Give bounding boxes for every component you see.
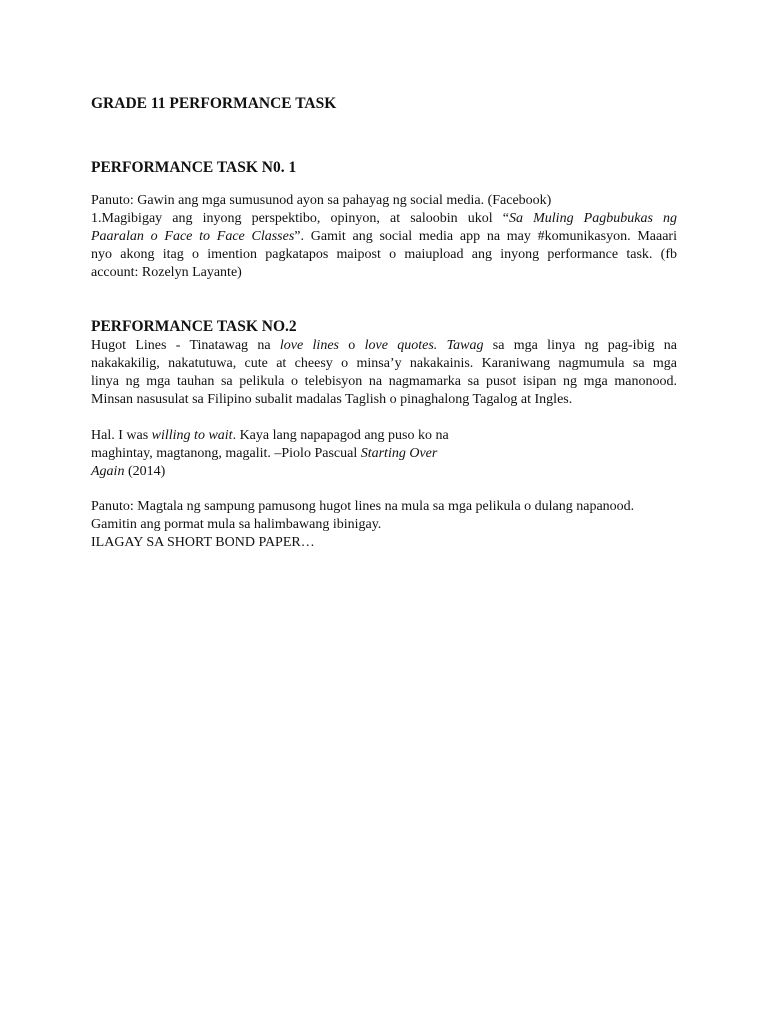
task2-def-line4: Minsan nasusulat sa Filipino subalit madalas Taglish o pinaghalong Tagalog at Ingles. — [91, 392, 573, 407]
task2-example — [91, 427, 471, 481]
task2-example-lead: Hal. I was — [91, 428, 152, 443]
task2-example-film-b: Again — [91, 464, 125, 479]
task1-item1-text-a: 1.Magibigay ang inyong perspektibo, opinyon, at saloobin ukol “ — [91, 211, 510, 226]
task2-note: ILAGAY SA SHORT BOND PAPER… — [91, 535, 315, 550]
task1-item1 — [91, 210, 677, 282]
task1-item1-line2 — [91, 228, 677, 246]
document-title: GRADE 11 PERFORMANCE TASK — [91, 95, 337, 112]
task2-example-line1 — [91, 427, 471, 445]
task2-definition — [91, 337, 677, 409]
task1-item1-text-b: ”. Gamit ang social media app na may #komunikasyon. Maaari — [294, 229, 677, 244]
task2-example-line3 — [91, 463, 471, 481]
task2-example-quote-italic: willing to wait — [151, 428, 233, 443]
task1-item1-line4: account: Rozelyn Layante) — [91, 265, 242, 280]
task2-instruction-line2: Gamitin ang pormat mula sa halimbawang ibinigay. — [91, 517, 382, 532]
task2-def-line3: linya ng mga tauhan sa pelikula o telebisyon na nagmamarka sa pusot isipan ng mga manonood. — [91, 374, 677, 389]
task2-def-line2: nakakakilig, nakatutuwa, cute at cheesy o minsa’y nakakainis. Karaniwang nagmumula sa mga — [91, 356, 677, 371]
task1-item1-line3: nyo akong itag o imention pagkatapos maipost o maiupload ang inyong performance task. (fb — [91, 247, 677, 262]
task1-item1-topic-a: Sa Muling Pagbubukas ng — [509, 211, 678, 226]
task1-instruction-text: Panuto: Gawin ang mga sumusunod ayon sa pahayag ng social media. (Facebook) — [91, 193, 552, 208]
task2-example-line2 — [91, 445, 471, 463]
task2-instruction — [91, 498, 677, 552]
task1-item1-topic-b: Paaralan o Face to Face Classes — [91, 229, 295, 244]
task2-example-film-a: Starting Over — [360, 446, 438, 461]
task1-heading: PERFORMANCE TASK N0. 1 — [91, 159, 297, 176]
task2-def-mid: o — [338, 338, 365, 353]
task2-def-lead: Hugot Lines - Tinatawag na — [91, 338, 280, 353]
task2-example-year: (2014) — [124, 464, 166, 479]
task2-def-term-b: love quotes. Tawag — [364, 338, 484, 353]
task2-example-attribution: maghintay, magtanong, magalit. –Piolo Pascual — [91, 446, 361, 461]
task2-heading: PERFORMANCE TASK NO.2 — [91, 318, 297, 335]
task2-example-quote-rest: . Kaya lang napapagod ang puso ko na — [232, 428, 449, 443]
task1-instruction — [91, 192, 677, 210]
task2-def-term-a: love lines — [279, 338, 339, 353]
task1-item1-line1 — [91, 210, 677, 228]
task2-instruction-line1: Panuto: Magtala ng sampung pamusong hugot lines na mula sa mga pelikula o dulang napanood. — [91, 499, 635, 514]
task2-def-line1 — [91, 337, 677, 355]
task2-def-tail: sa mga linya ng pag-ibig na — [483, 338, 677, 353]
